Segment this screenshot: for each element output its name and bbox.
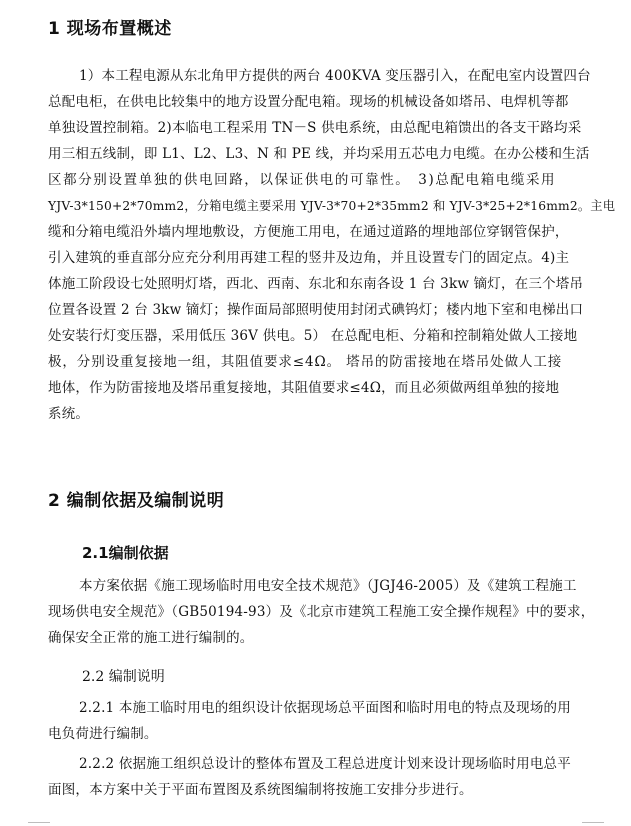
s1-line: 引入建筑的垂直部分应充分利用再建工程的竖井及边角，并且设置专门的固定点。4)主 — [48, 250, 570, 266]
s1-line: 位置各设置 2 台 3kw 镝灯；操作面局部照明使用封闭式碘钨灯；楼内地下室和电梯出口 — [48, 302, 584, 318]
s1-line: 缆和分箱电缆沿外墙内埋地敷设，方便施工用电，在通过道路的埋地部位穿钢管保护， — [48, 224, 569, 240]
s1-line: 区都分别设置单独的供电回路，以保证供电的可靠性。 3)总配电箱电缆采用 — [48, 172, 557, 188]
s1-line: YJV-3*150+2*70mm2，分箱电缆主要采用 YJV-3*70+2*35mm2 和 YJV-3*25+2*16mm2。主电 — [48, 199, 616, 213]
s1-line: 总配电柜，在供电比较集中的地方设置分配电箱。现场的机械设备如塔吊、电焊机等都 — [48, 94, 569, 110]
s21-line: 本方案依据《施工现场临时用电安全技术规范》（JGJ46-2005）及《建筑工程施工 — [79, 578, 577, 594]
s21-line: 现场供电安全规范》（GB50194-93）及《北京市建筑工程施工安全操作规程》中的要求， — [48, 604, 595, 620]
s1-line: 用三相五线制，即 L1、L2、L3、N 和 PE 线，并均采用五芯电力电缆。在办公楼和生活 — [48, 146, 590, 162]
s1-line: 处安装行灯变压器，采用低压 36V 供电。5） 在总配电柜、分箱和控制箱处做人工接地 — [48, 328, 578, 344]
s1-line: 1）本工程电源从东北角甲方提供的两台 400KVA 变压器引入，在配电室内设置四台 — [79, 68, 591, 84]
s1-line: 系统。 — [48, 406, 90, 422]
s1-line: 单独设置控制箱。2)本临电工程采用 TN－S 供电系统，由总配电箱馈出的各支干路均采 — [48, 120, 582, 136]
page-corner-mark-left — [28, 822, 50, 823]
s1-line: 极，分别设重复接地一组，其阻值要求≤4Ω。 塔吊的防雷接地在塔吊处做人工接 — [48, 354, 563, 370]
page-corner-mark-right — [582, 822, 604, 823]
section-2-2-title: 2.2 编制说明 — [82, 669, 165, 685]
section-2-title: 2 编制依据及编制说明 — [48, 491, 225, 511]
section-1-title: 1 现场布置概述 — [48, 19, 172, 39]
s22-line: 面图，本方案中关于平面布置图及系统图编制将按施工安排分步进行。 — [48, 782, 473, 798]
s22-line: 2.2.1 本施工临时用电的组织设计依据现场总平面图和临时用电的特点及现场的用 — [79, 700, 571, 716]
s21-line: 确保安全正常的施工进行编制的。 — [48, 630, 254, 646]
s1-line: 地体，作为防雷接地及塔吊重复接地，其阻值要求≤4Ω，而且必须做两组单独的接地 — [48, 380, 560, 396]
s22-line: 2.2.2 依据施工组织总设计的整体布置及工程总进度计划来设计现场临时用电总平 — [79, 756, 571, 772]
s1-line: 体施工阶段设七处照明灯塔，西北、西南、东北和东南各设 1 台 3kw 镝灯，在三个塔吊 — [48, 276, 584, 292]
section-2-1-title: 2.1编制依据 — [82, 544, 169, 562]
s22-line: 电负荷进行编制。 — [48, 726, 158, 742]
